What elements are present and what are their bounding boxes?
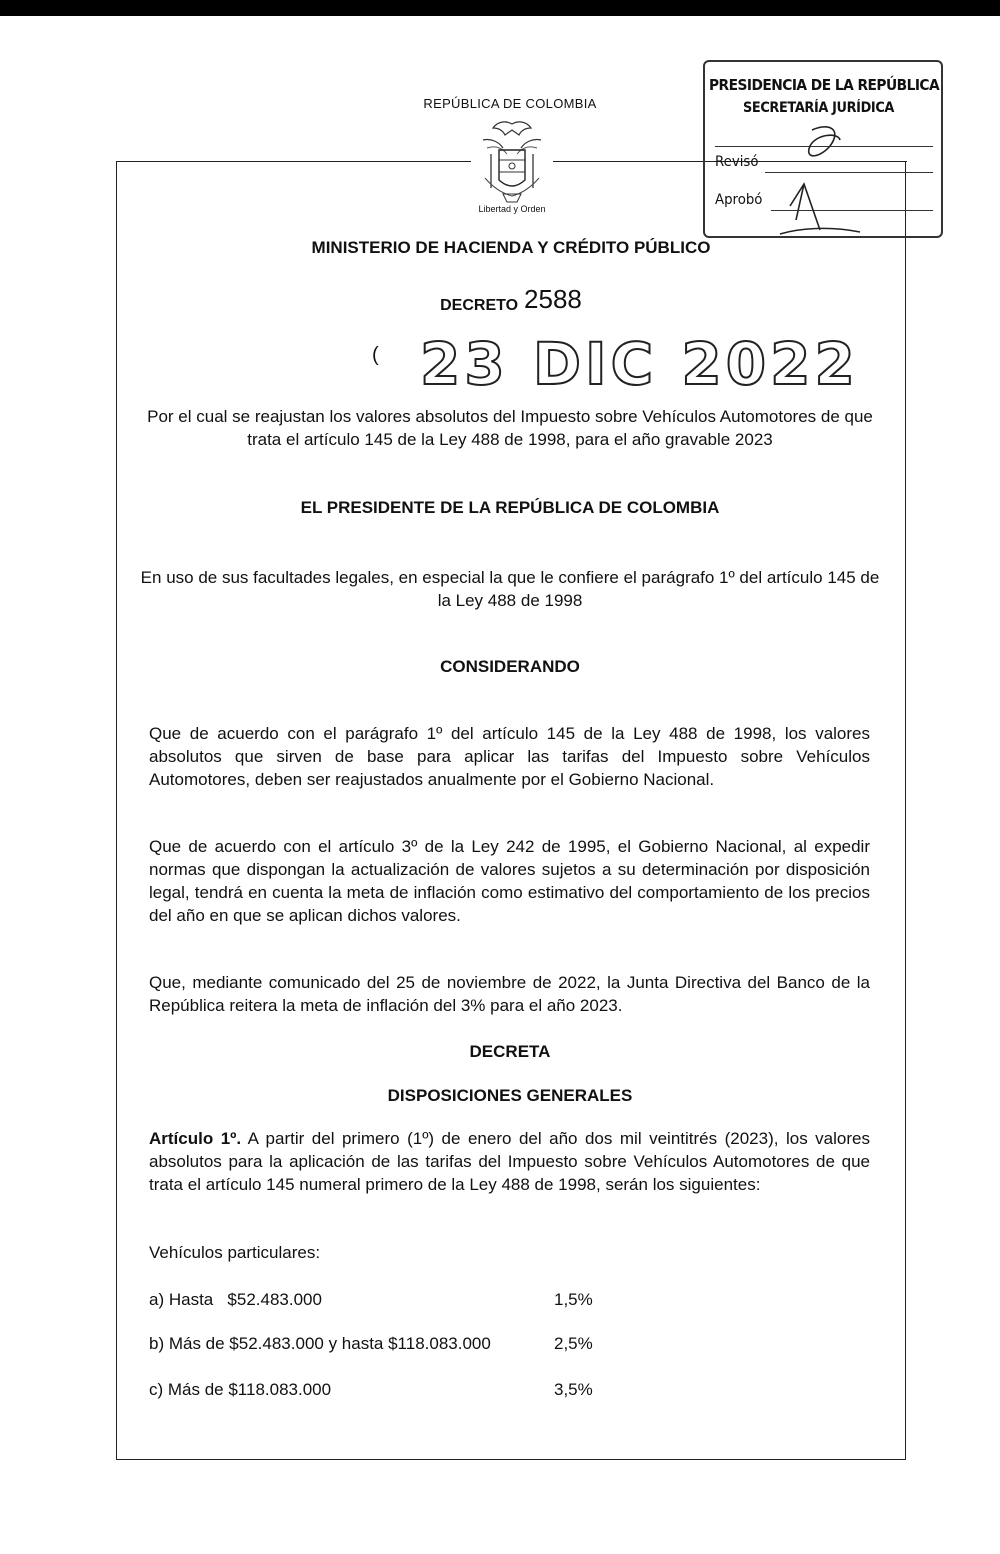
tariff-rate: 1,5% — [554, 1290, 593, 1309]
tariff-range: b) Más de $52.483.000 y hasta $118.083.000 — [149, 1334, 491, 1353]
article-1-label: Artículo 1º. — [149, 1129, 242, 1148]
considerando-paragraph-2: Que de acuerdo con el artículo 3º de la Ley 242 de 1995, el Gobierno Nacional, al expedir normas que dispongan la actualización de valores sujetos a su determinación por disposición legal, tendrá en cuenta la meta de inflación como estimativo del comportamiento de los precios del año en que se aplican dichos valores. — [149, 837, 870, 925]
considerando-paragraph-3: Que, mediante comunicado del 25 de noviembre de 2022, la Junta Directiva del Banco de la República reitera la meta de inflación del 3% para el año 2023. — [149, 973, 870, 1015]
decree-date-stamp — [420, 330, 859, 398]
tariff-rate: 2,5% — [554, 1334, 593, 1353]
tariff-row — [149, 1334, 593, 1354]
tariff-range: c) Más de $118.083.000 — [149, 1380, 332, 1399]
decree-date: 23 DIC 2022 — [420, 330, 859, 398]
section-heading: DISPOSICIONES GENERALES — [387, 1086, 633, 1105]
stamp-line-presidencia: PRESIDENCIA DE LA REPÚBLICA — [709, 76, 940, 94]
article-1 — [149, 1127, 870, 1196]
decree-number: 2588 — [524, 284, 582, 314]
decree-heading — [116, 284, 906, 315]
tariff-range: a) Hasta $52.483.000 — [149, 1290, 322, 1309]
national-motto: Libertad y Orden — [478, 204, 546, 214]
signature-mark — [760, 110, 870, 240]
stamp-line-secretaria: SECRETARÍA JURÍDICA — [743, 100, 895, 116]
particulares-label: Vehículos particulares: — [149, 1243, 321, 1262]
considerando-paragraph-1: Que de acuerdo con el parágrafo 1º del artículo 145 de la Ley 488 de 1998, los valores absolutos que sirven de base para aplicar las tarifas del Impuesto sobre Vehículos Automotores, deben ser reajustados anualmente por el Gobierno Nacional. — [149, 724, 870, 789]
coat-of-arms — [472, 118, 552, 222]
scan-top-edge — [0, 0, 1000, 16]
tariff-rate: 3,5% — [554, 1380, 593, 1399]
ministry-title: MINISTERIO DE HACIENDA Y CRÉDITO PÚBLICO — [311, 238, 711, 257]
stamp-reviso-label: Revisó — [715, 154, 759, 170]
coat-of-arms-icon — [477, 118, 547, 206]
decree-subject: Por el cual se reajustan los valores absolutos del Impuesto sobre Vehículos Automotores de que trata el artículo 145 de la Ley 488 de 1998, para el año gravable 2023 — [147, 407, 873, 449]
country-heading: REPÚBLICA DE COLOMBIA — [423, 96, 597, 111]
date-open-paren: ( — [372, 344, 379, 366]
tariff-row — [149, 1380, 593, 1400]
stamp-aprobo-label: Aprobó — [715, 192, 763, 208]
tariff-row — [149, 1290, 593, 1310]
issuer-heading: EL PRESIDENTE DE LA REPÚBLICA DE COLOMBIA — [300, 498, 720, 517]
decree-label: DECRETO — [440, 297, 519, 314]
decreta-heading: DECRETA — [469, 1042, 551, 1061]
legal-powers: En uso de sus facultades legales, en especial la que le confiere el parágrafo 1º del artículo 145 de la Ley 488 de 1998 — [140, 568, 880, 610]
article-1-text: A partir del primero (1º) de enero del año dos mil veintitrés (2023), los valores absolutos para la aplicación de las tarifas del Impuesto sobre Vehículos Automotores de que trata el artículo 145 numeral primero de la Ley 488 de 1998, serán los siguientes: — [149, 1129, 870, 1194]
considerando-heading: CONSIDERANDO — [440, 657, 580, 676]
